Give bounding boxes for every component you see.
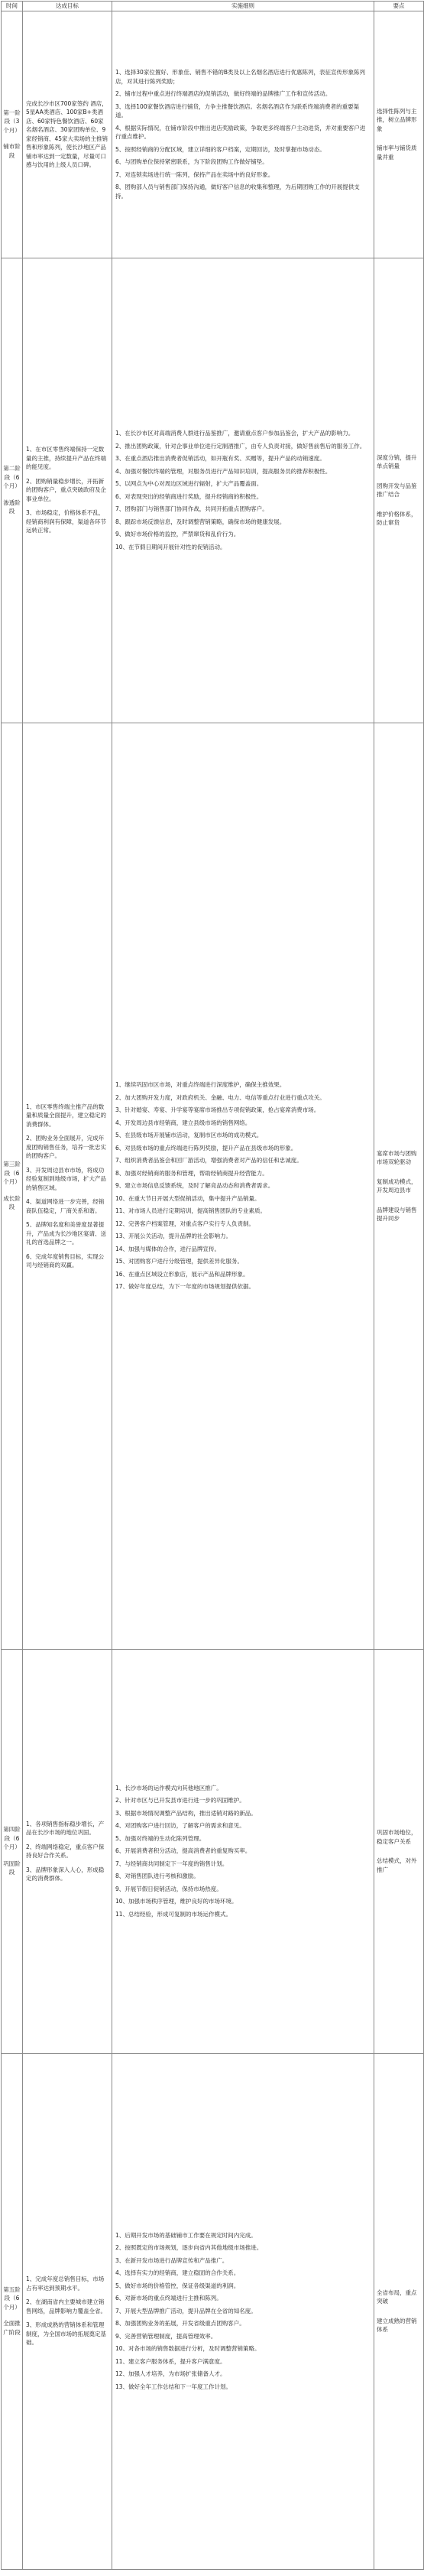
rule-item: 8、跟踪市场反馈信息，及时调整营销策略，确保市场的健康发展。 — [115, 518, 286, 525]
rule-item: 6、对县级市场的重点终端进行陈列奖励，提升产品在县级市场的形象。 — [115, 1144, 297, 1152]
rule-item: 8、对销售团队进行考核和激励。 — [115, 1873, 199, 1880]
phase-time: 第三阶段（6个月） — [3, 1161, 21, 1186]
goal-item: 6、完成年度销售目标，实现公司与经销商的双赢。 — [26, 1252, 105, 1269]
goal-item: 1、在市区零售终端保持一定数量的主推，持续提升产品在终端的能见度。 — [26, 446, 106, 471]
phase-time-cell — [2, 1649, 23, 2053]
goal-item: 3、品牌形象深入人心，形成稳定的消费群体。 — [26, 1866, 105, 1882]
goal-item: 2、团购业务全面展开，完成年度团购销售任务，培养一批忠实的团购客户。 — [26, 1135, 106, 1159]
goal-item: 3、形成成熟的营销体系和管理制度，为全国市场的拓展奠定基础。 — [26, 2321, 106, 2347]
key-item: 深度分销，提升单点销量 — [377, 453, 417, 469]
rule-item: 1、在长沙市区对高端消费人群进行品鉴推广，邀请重点客户参加品鉴会，扩大产品的影响力。 — [115, 430, 354, 437]
phase-goal-cell — [23, 11, 112, 258]
rule-item: 1、长沙市场的运作模式向其他地区推广。 — [115, 1784, 222, 1792]
phase-time-cell — [2, 11, 23, 258]
header-row — [2, 2, 424, 11]
key-item: 建立成熟的营销体系 — [377, 2317, 417, 2333]
rule-item: 17、做好年度总结，为下一年度的市场规划提供依据。 — [115, 1283, 255, 1291]
rule-item: 5、在县级市场开展铺市活动，复制市区市场的成功模式。 — [115, 1132, 263, 1139]
phase-goal-cell — [23, 2053, 112, 2569]
phase-keys-cell — [374, 723, 424, 1649]
rule-item: 3、在新开发市场进行品牌宣传和产品推广。 — [115, 2256, 228, 2264]
rule-item: 10、在节假日期间开展针对性的促销活动。 — [115, 543, 226, 551]
rule-item: 1、后期开发市场的基础铺市工作要在规定时间内完成。 — [115, 2231, 257, 2239]
key-item: 总结模式，对外推广 — [377, 1857, 417, 1873]
phase-stage: 铺市阶段 — [3, 143, 21, 159]
phase-rules-cell — [112, 11, 374, 258]
key-item: 宴席市场与团购市场双轮驱动 — [377, 1149, 417, 1165]
goal-item: 2、团购销量稳步增长，开拓新的团购客户，重点突破政府及企事业单位。 — [26, 477, 106, 502]
header-rules: 实施细则 — [112, 2, 374, 11]
rule-item: 3、针对婚宴、寿宴、升学宴等宴席市场推出专项促销政策，抢占宴席消费市场。 — [115, 1106, 320, 1114]
phase-rules-cell — [112, 258, 374, 723]
rule-item: 12、加强人才培养，为市场扩张储备人才。 — [115, 2370, 226, 2378]
rule-item: 4、加强对餐饮终端的管理，对服务员进行产品知识培训，提高服务员的推荐积极性。 — [115, 467, 332, 475]
goal-item: 1、完成年度总销售目标，市场占有率达到预期水平。 — [26, 2276, 105, 2292]
rule-item: 12、完善客户档案管理，对重点客户实行专人负责制。 — [115, 1220, 255, 1227]
goal-item: 4、渠道网络进一步完善，经销商队伍稳定，厂商关系和谐。 — [26, 1198, 105, 1214]
rule-item: 6、对表现突出的经销商进行奖励，提升经销商的积极性。 — [115, 492, 263, 500]
phase-row-2 — [2, 258, 424, 723]
key-item: 品牌建设与销售提升同步 — [377, 1206, 417, 1222]
rule-item: 4、对团购客户进行回访，了解客户的需求和意见。 — [115, 1822, 245, 1830]
phase-keys-cell — [374, 11, 424, 258]
phase-keys-cell — [374, 2053, 424, 2569]
key-item: 选择性陈列与主推，树立品牌形象 — [377, 107, 417, 132]
key-item: 复制成功模式，开发周边县市 — [377, 1178, 417, 1194]
rule-item: 5、加强对终端的生动化陈列管理。 — [115, 1834, 206, 1842]
rule-item: 10、在重大节日开展大型促销活动，集中提升产品销量。 — [115, 1194, 261, 1202]
rule-item: 15、对团购客户进行分级管理，提供差异化服务。 — [115, 1258, 244, 1265]
rule-item: 9、完善营销管理制度，提高管理效率。 — [115, 2332, 217, 2340]
rule-item: 2、铺市过程中重点进行终端酒店的促销活动，做好终端的品牌推广工作和宣传活动。 — [115, 90, 332, 97]
goal-item: 1、市区零售终端主推产品的数量和质量全面提升，建立稳定的消费群体。 — [26, 1103, 106, 1128]
phase-time-cell — [2, 258, 23, 723]
rule-item: 7、开展大型品牌推广活动，提升品牌在全省的知名度。 — [115, 2307, 257, 2315]
key-item: 团购开发与品鉴推广结合 — [377, 482, 417, 498]
rule-item: 7、团购部门与销售部门协同作战，共同开拓重点团购客户。 — [115, 505, 268, 512]
rule-item: 2、按照既定的市场规划，逐步向省内其他地级市场推进。 — [115, 2244, 263, 2252]
phase-goal-cell — [23, 258, 112, 723]
rule-item: 13、做好全年工作总结和下一年度工作计划。 — [115, 2383, 232, 2390]
rule-item: 2、推出团购政策，针对企事业单位进行定制酒推广，由专人负责对接，做好售前售后的服务工作。 — [115, 442, 366, 450]
rule-item: 1、选择30家位置好、形象佳、销售不错的B类及以上名烟名酒店进行优惠陈列，表征宣传形象陈列店，对其进行陈列奖励； — [115, 69, 365, 85]
header-keys: 要点 — [374, 2, 424, 11]
rule-item: 3、选择100家餐饮酒店进行铺货，力争主推餐饮酒店。名烟名酒店作为联系终端消费者的重要渠道。 — [115, 102, 360, 119]
phase-time-cell — [2, 723, 23, 1649]
goal-item: 5、品牌知名度和美誉度显著提升，产品成为长沙地区宴请、送礼的首选品牌之一。 — [26, 1221, 106, 1246]
key-item: 铺市率与铺货质量并重 — [377, 145, 417, 161]
phase-rules-cell — [112, 2053, 374, 2569]
phase-row-3 — [2, 723, 424, 1649]
phase-time-cell — [2, 2053, 23, 2569]
rule-item: 4、开发周边县市经销商，建立县级市场的销售网络。 — [115, 1119, 251, 1126]
rule-item: 6、对新市场的重点终端进行主推和陈列。 — [115, 2295, 222, 2302]
rule-item: 11、总结经验，形成可复制的市场运作模式。 — [115, 1910, 232, 1918]
rule-item: 3、根据市场情况调整产品结构，推出适销对路的新品。 — [115, 1809, 257, 1817]
rule-item: 4、选择有实力的经销商，建立稳固的合作关系。 — [115, 2269, 240, 2277]
header-goal: 达成目标 — [23, 2, 112, 11]
rule-item: 9、开展节假日促销活动，保持市场热度。 — [115, 1885, 222, 1892]
rule-item: 9、做好市场价格的监控，严禁窜货和乱价行为。 — [115, 531, 240, 538]
rule-item: 5、按照经销商的分配区域，建立详细的客户档案，定期回访，及时掌握市场动态。 — [115, 145, 325, 153]
phase-stage: 成长阶段 — [3, 1194, 21, 1211]
goal-item: 2、在湖南省内主要城市建立销售网络，品牌影响力覆盖全省。 — [26, 2298, 106, 2315]
phase-row-1 — [2, 11, 424, 258]
phase-time: 第二阶段（6个月） — [3, 465, 21, 490]
goal-item: 完成长沙市区700家签约 酒店，5星AA类酒店、100家B+类酒店、60家特色餐饮酒店、60家名烟名酒店、30家团购单位、9家经销商、45家大卖场的主推销售和形象陈列，使长沙地区产品铺市率达到一定数量，尽量可口感与饮用的上级人员口碑。 — [26, 99, 108, 168]
phase-row-4 — [2, 1649, 424, 2053]
rule-item: 1、继续巩固市区市场，对重点终端进行深度维护，确保主推效果。 — [115, 1081, 286, 1089]
rule-item: 9、建立市场信息反馈系统，及时了解竞品动态和消费者需求。 — [115, 1182, 274, 1190]
rule-item: 7、与经销商共同制定下一年度的销售计划。 — [115, 1860, 228, 1867]
rule-item: 6、开展消费者积分活动，提高消费者的重复购买率。 — [115, 1847, 251, 1855]
rule-item: 3、在重点酒店推出消费者促销活动，如开瓶有奖、买赠等，提升产品的动销速度。 — [115, 455, 325, 462]
rule-item: 10、对各市场的销售数据进行分析，及时调整营销策略。 — [115, 2345, 261, 2353]
rule-item: 2、加大团购开发力度，对政府机关、金融、电力、电信等重点行业进行重点攻关。 — [115, 1093, 325, 1101]
rule-item: 4、根据实际情况，在铺市阶段中推出进店奖励政策，争取更多终端客户主动进货，并对重要客户进行重点维护。 — [115, 124, 366, 140]
phase-stage: 巩固阶段 — [3, 1860, 21, 1876]
rule-item: 13、开展公关活动，提升品牌的社会影响力。 — [115, 1233, 232, 1240]
phase-rules-cell — [112, 723, 374, 1649]
rule-item: 16、在重点区域设立形象店，展示产品和品牌形象。 — [115, 1270, 249, 1278]
goal-item: 3、开发周边县市市场，将成功经验复制到地级市场，扩大产品的销售区域。 — [26, 1166, 106, 1191]
phase-time: 第四阶段（6个月） — [3, 1826, 21, 1851]
phase-time: 第五阶段（6个月） — [3, 2285, 21, 2311]
goal-item: 2、终端网络稳定，重点客户保持良好合作关系。 — [26, 1843, 105, 1859]
rule-item: 7、对连锁卖场进行统一陈列，保持产品在卖场中的良好形象。 — [115, 171, 274, 178]
rule-item: 8、团购部人员与销售部门保持沟通，做好客户信息的收集和整理，为后期团购工作的开展提供支持。 — [115, 184, 360, 200]
rule-item: 7、组织消费者品鉴会和回厂游活动，增强消费者对产品的信任和忠诚度。 — [115, 1157, 303, 1165]
rule-item: 6、与团购单位保持紧密联系，为下阶段团购工作做好铺垫。 — [115, 158, 268, 165]
rule-item: 14、加强与媒体的合作，进行品牌宣传。 — [115, 1245, 221, 1252]
key-item: 巩固市场地位，稳定客户关系 — [377, 1829, 417, 1845]
rule-item: 11、对市场人员进行定期培训，提高销售团队的专业素质。 — [115, 1207, 267, 1215]
rule-item: 5、做好市场的价格管控，保证各级渠道的利润。 — [115, 2282, 240, 2289]
key-item: 维护价格体系，防止窜货 — [377, 510, 417, 526]
phase-keys-cell — [374, 1649, 424, 2053]
header-time: 时间 — [2, 2, 23, 11]
rule-item: 8、加强团购业务的拓展，开发省级重点团购客户。 — [115, 2320, 245, 2327]
rule-item: 2、针对市区与已开发县市进行进一步的巩固维护。 — [115, 1797, 245, 1804]
key-item: 全省布局，重点突破 — [377, 2289, 417, 2305]
phase-rules-cell — [112, 1649, 374, 2053]
phase-goal-cell — [23, 1649, 112, 2053]
rule-item: 5、以网点为中心对周边区域进行辐射，扩大产品覆盖面。 — [115, 480, 263, 487]
rule-item: 8、加强对经销商的服务和管理，帮助经销商提升经营能力。 — [115, 1169, 268, 1177]
goal-item: 3、市场稳定，价格体系不乱，经销商利润有保障，渠道各环节运转正常。 — [26, 509, 106, 534]
phase-stage: 全面推广阶段 — [3, 2320, 21, 2336]
rule-item: 11、建立客户服务体系，提升客户满意度。 — [115, 2357, 226, 2365]
phase-time: 第一阶段（3个月） — [3, 109, 21, 134]
rule-item: 10、加强市场秩序管理，维护良好的市场环境。 — [115, 1898, 238, 1905]
phase-row-5 — [2, 2053, 424, 2569]
phase-keys-cell — [374, 258, 424, 723]
goal-item: 1、各项销售指标稳步增长，产品在长沙市场的地位巩固。 — [26, 1820, 105, 1836]
marketing-plan-table — [1, 1, 424, 2570]
phase-goal-cell — [23, 723, 112, 1649]
phase-stage: 渗透阶段 — [3, 499, 21, 515]
